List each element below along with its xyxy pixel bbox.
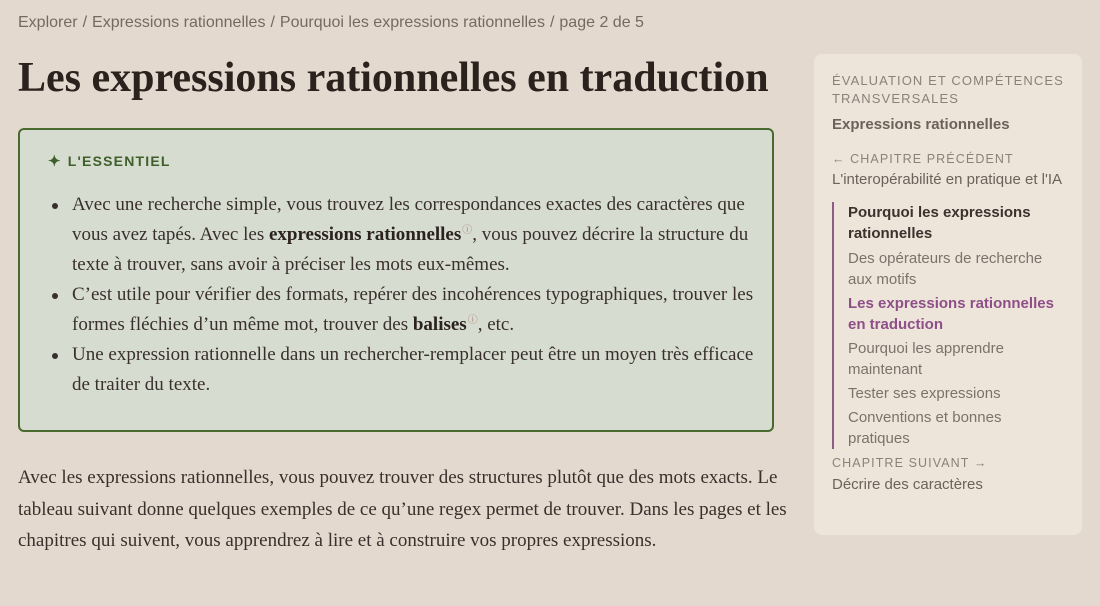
next-chapter-label: CHAPITRE SUIVANT → bbox=[832, 456, 988, 470]
toc-item[interactable]: Tester ses expressions bbox=[848, 385, 1001, 402]
glossary-term-balises[interactable]: balises bbox=[412, 314, 467, 335]
breadcrumb-page-indicator: page 2 de 5 bbox=[559, 14, 644, 31]
sidebar-section-title: ÉVALUATION ET COMPÉTENCES TRANSVERSALES bbox=[832, 73, 1064, 106]
essentiel-bullet: Avec une recherche simple, vous trouvez les correspondances exactes des caractères que vous avez tapés. Avec les expressions rationnellesⓘ, vous pouvez décrire la structure du texte à trouver, sans avoir à préciser les mots eux-mêmes. bbox=[72, 190, 762, 280]
sidebar-next-chapter bbox=[832, 455, 1064, 495]
bullet-text: , vous pouvez décrire la structure du texte à trouver, sans avoir à préciser les mots eux-mêmes. bbox=[72, 224, 749, 275]
next-chapter-link[interactable]: Décrire des caractères bbox=[832, 476, 983, 493]
prev-chapter-label: ← CHAPITRE PRÉCÉDENT bbox=[832, 152, 1014, 166]
essentiel-bullet bbox=[72, 340, 762, 400]
toc-item[interactable]: Pourquoi les apprendre maintenant bbox=[848, 340, 1004, 378]
essentiel-bullet: C’est utile pour vérifier des formats, repérer des incohérences typographiques, trouver les formes fléchies d’un même mot, trouver des balisesⓘ, etc. bbox=[72, 280, 762, 340]
bullet-text: , etc. bbox=[477, 314, 515, 335]
essentiel-list bbox=[72, 190, 762, 400]
toc-item-active[interactable]: Les expressions rationnelles en traduction bbox=[848, 295, 1054, 333]
sidebar-navigation bbox=[814, 54, 1082, 535]
breadcrumb-separator: / bbox=[82, 14, 88, 31]
bullet-text: C’est utile pour vérifier des formats, repérer des incohérences typographiques, trouver les formes fléchies d’un même mot, trouver des bbox=[72, 284, 754, 335]
toc-current-chapter[interactable]: Pourquoi les expressions rationnelles bbox=[848, 204, 1031, 242]
bullet-text: Avec une recherche simple, vous trouvez les correspondances exactes des caractères que vous avez tapés. Avec les bbox=[72, 194, 745, 245]
breadcrumb-item-book[interactable]: Expressions rationnelles bbox=[92, 14, 266, 31]
glossary-term-expressions-rationnelles[interactable]: expressions rationnelles bbox=[268, 224, 462, 245]
essentiel-header bbox=[48, 152, 171, 170]
breadcrumb-separator: / bbox=[270, 14, 275, 31]
bullet-text: Une expression rationnelle dans un rechercher-remplacer peut être un moyen très efficace de traiter du texte. bbox=[72, 344, 754, 395]
prev-chapter-link[interactable]: L'interopérabilité en pratique et l'IA bbox=[832, 171, 1063, 188]
breadcrumb bbox=[18, 14, 644, 32]
sparkle-icon: ✦ bbox=[48, 153, 62, 170]
sidebar-prev-chapter bbox=[832, 151, 1064, 190]
sidebar-toc bbox=[832, 202, 1064, 449]
breadcrumb-item-chapter[interactable]: Pourquoi les expressions rationnelles bbox=[279, 14, 545, 31]
essentiel-heading: L'ESSENTIEL bbox=[67, 153, 171, 169]
toc-item[interactable]: Conventions et bonnes pratiques bbox=[848, 409, 1002, 447]
intro-paragraph: Avec les expressions rationnelles, vous pouvez trouver des structures plutôt que des mots exacts. Le tableau suivant donne quelques exemples de ce qu’une regex permet de trouver. Dans les pages et les chapitres qui suivent, vous apprendrez à lire et à construire vos propres expressions. bbox=[18, 467, 787, 551]
breadcrumb-item-explorer[interactable]: Explorer bbox=[18, 14, 78, 31]
toc-item[interactable]: Des opérateurs de recherche aux motifs bbox=[848, 250, 1043, 288]
sidebar-book-title[interactable]: Expressions rationnelles bbox=[832, 116, 1010, 133]
breadcrumb-separator: / bbox=[549, 14, 555, 31]
page-title: Les expressions rationnelles en traduction bbox=[18, 55, 769, 101]
essentiel-callout bbox=[18, 128, 774, 432]
